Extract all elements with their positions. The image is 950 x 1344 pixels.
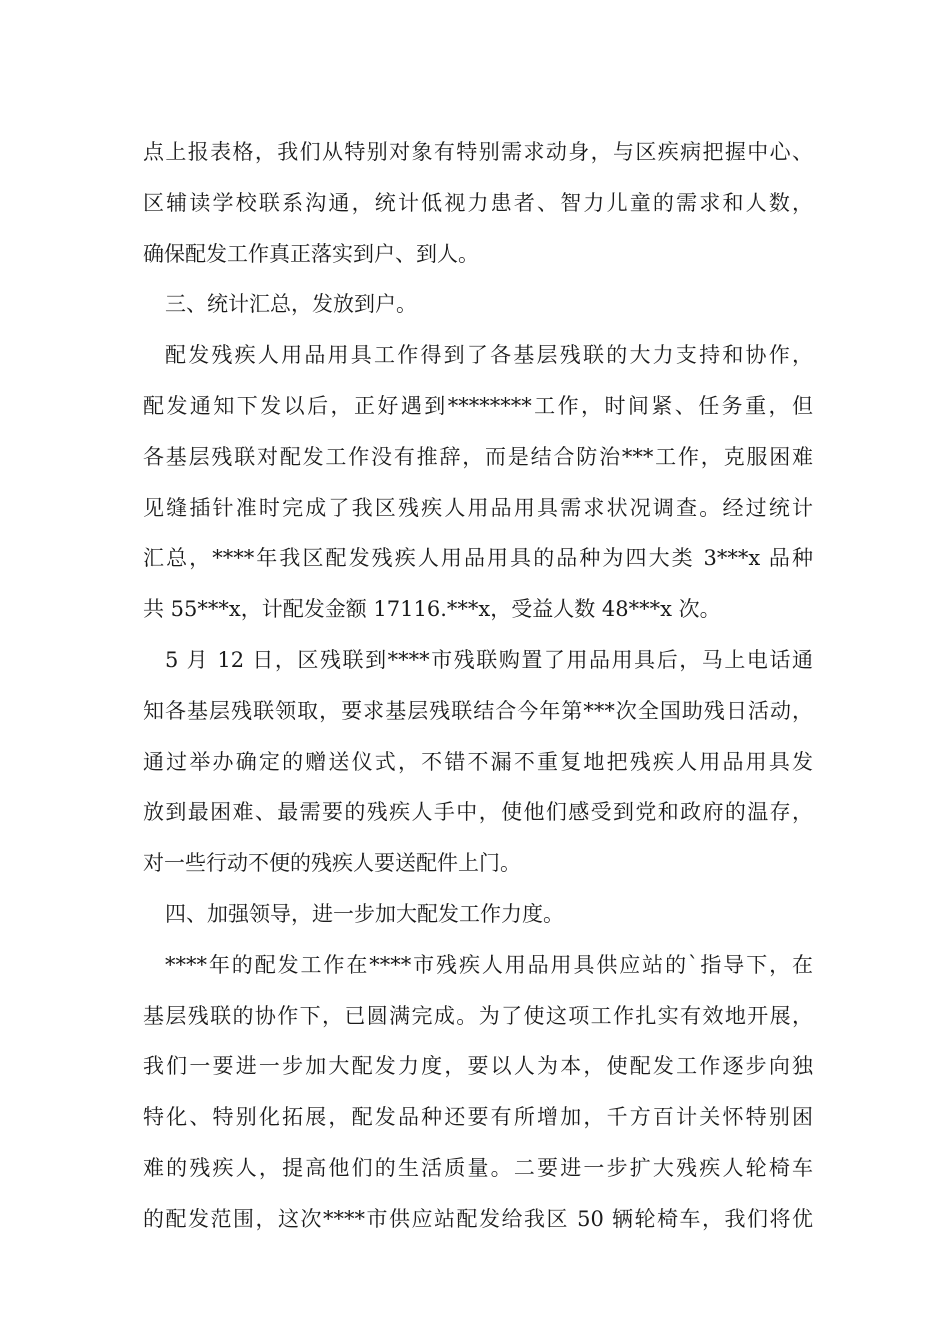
- paragraph-line: 确保配发工作真正落实到户、到人。: [143, 241, 479, 266]
- paragraph-line: 各基层残联对配发工作没有推辞，而是结合防治***工作，克服困难: [143, 444, 813, 469]
- paragraph-line: 共 55***x，计配发金额 17116.***x，受益人数 48***x 次。: [143, 597, 721, 622]
- paragraph-line: 放到最困难、最需要的残疾人手中，使他们感受到党和政府的温存，: [143, 800, 813, 825]
- paragraph-line: 5 月 12 日，区残联到****市残联购置了用品用具后，马上电话通: [165, 647, 813, 672]
- section-heading: 四、加强领导，进一步加大配发工作力度。: [165, 901, 564, 926]
- paragraph-line: 区辅读学校联系沟通，统计低视力患者、智力儿童的需求和人数，: [143, 190, 813, 215]
- paragraph-line: 的配发范围，这次****市供应站配发给我区 50 辆轮椅车，我们将优: [143, 1206, 813, 1231]
- paragraph-line: 难的残疾人，提高他们的生活质量。二要进一步扩大残疾人轮椅车: [143, 1155, 813, 1180]
- paragraph-line: 特化、特别化拓展，配发品种还要有所增加，千方百计关怀特别困: [143, 1105, 813, 1130]
- paragraph-line: 我们一要进一步加大配发力度，要以人为本，使配发工作逐步向独: [143, 1054, 813, 1079]
- section-heading: 三、统计汇总，发放到户。: [165, 292, 417, 317]
- document-body: [143, 127, 813, 1245]
- paragraph-line: 知各基层残联领取，要求基层残联结合今年第***次全国助残日活动，: [143, 698, 813, 723]
- paragraph-line: ****年的配发工作在****市残疾人用品用具供应站的`指导下，在: [165, 952, 813, 977]
- paragraph-line: 通过举办确定的赠送仪式，不错不漏不重复地把残疾人用品用具发: [143, 749, 813, 774]
- paragraph-line: 对一些行动不便的残疾人要送配件上门。: [143, 851, 521, 876]
- paragraph-line: 汇总，****年我区配发残疾人用品用具的品种为四大类 3***x 品种: [143, 546, 813, 571]
- paragraph-line: 点上报表格，我们从特别对象有特别需求动身，与区疾病把握中心、: [143, 140, 813, 164]
- paragraph-line: 配发通知下发以后，正好遇到********工作，时间紧、任务重，但: [143, 393, 813, 418]
- paragraph-line: 基层残联的协作下，已圆满完成。为了使这项工作扎实有效地开展，: [143, 1003, 813, 1028]
- paragraph-line: 配发残疾人用品用具工作得到了各基层残联的大力支持和协作，: [165, 343, 813, 368]
- paragraph-line: 见缝插针准时完成了我区残疾人用品用具需求状况调查。经过统计: [143, 495, 813, 520]
